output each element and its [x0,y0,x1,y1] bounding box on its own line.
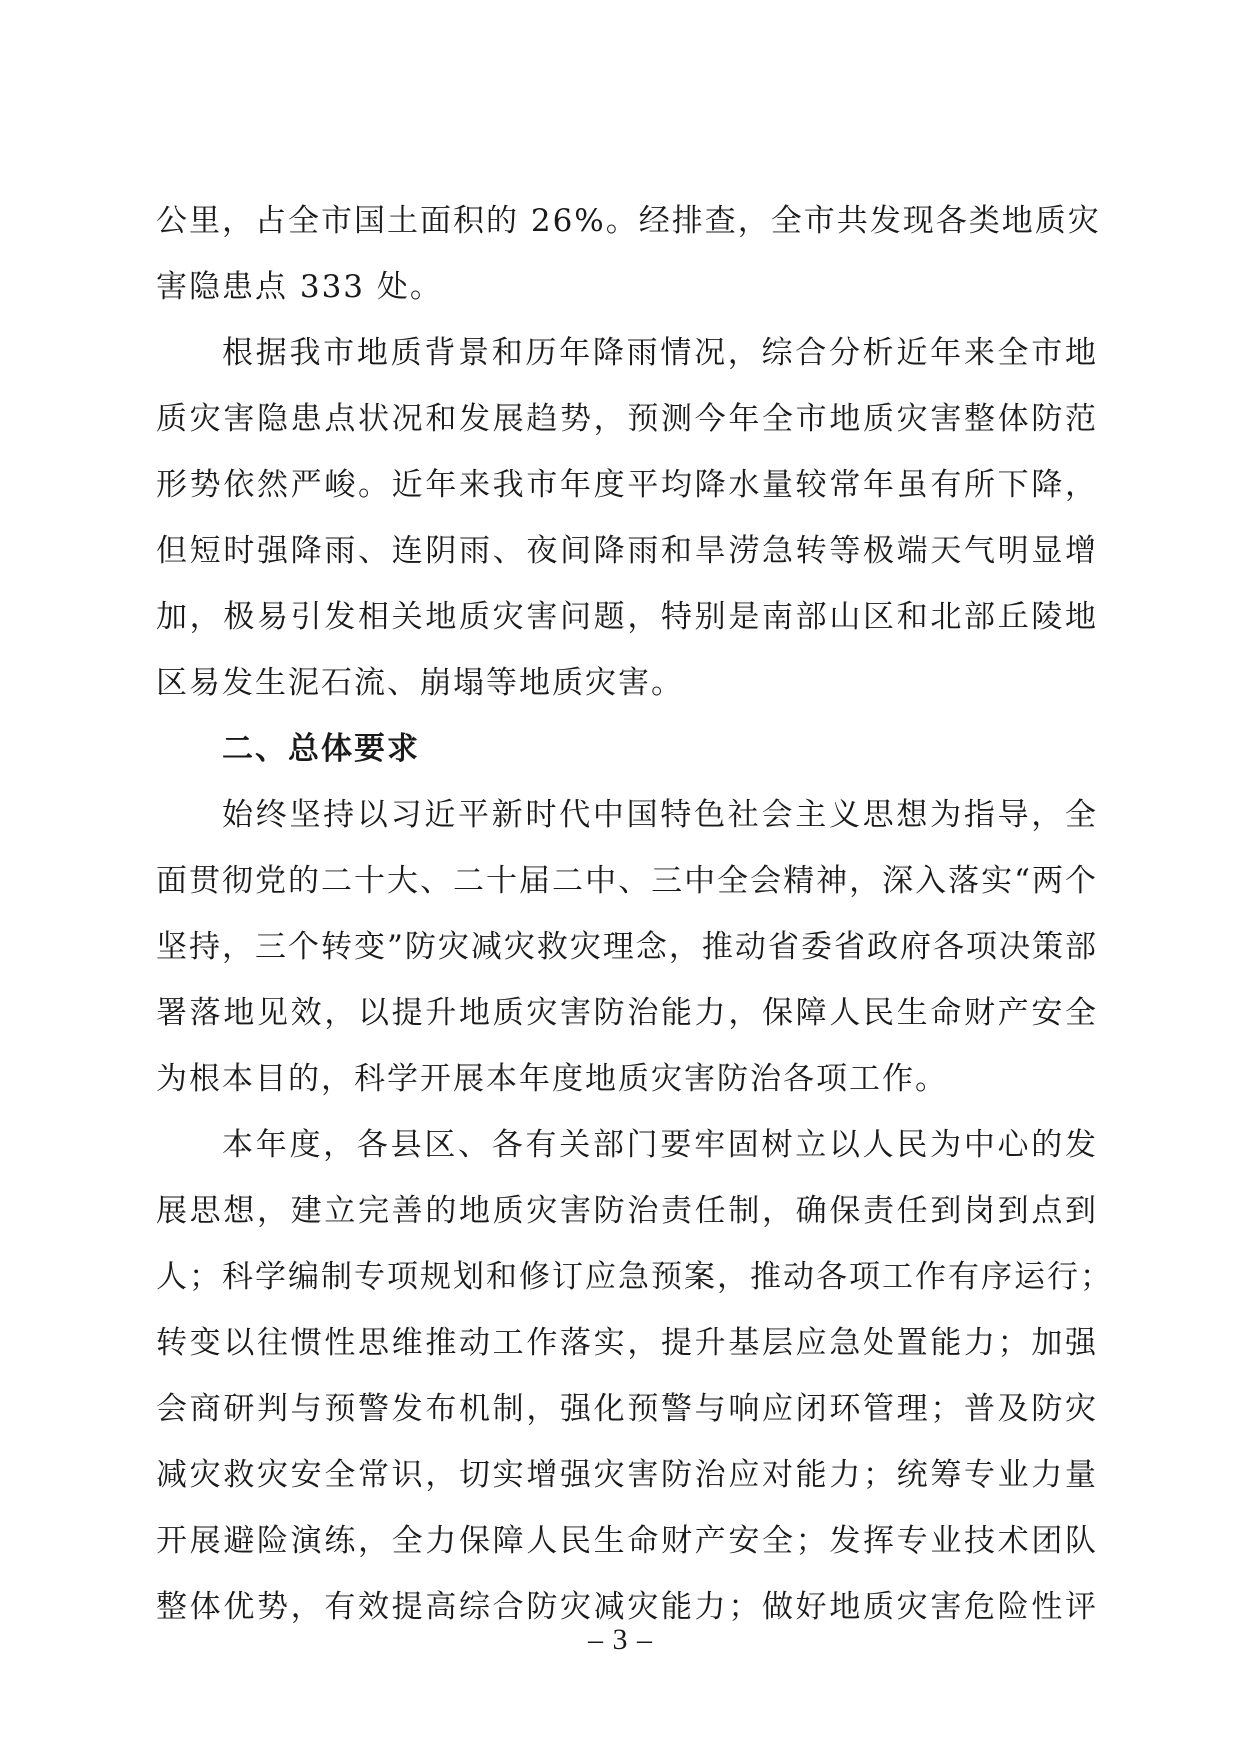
paragraph-line: 转变以往惯性思维推动工作落实，提升基层应急处置能力；加强 [156,1325,1098,1361]
paragraph-line: 整体优势，有效提高综合防灾减灾能力；做好地质灾害危险性评 [156,1589,1098,1625]
paragraph-line: 但短时强降雨、连阴雨、夜间降雨和旱涝急转等极端天气明显增 [156,533,1098,569]
paragraph-line: 形势依然严峻。近年来我市年度平均降水量较常年虽有所下降， [156,467,1098,503]
paragraph-line: 质灾害隐患点状况和发展趋势，预测今年全市地质灾害整体防范 [156,401,1098,437]
paragraph-line: 害隐患点 333 处。 [156,269,443,305]
paragraph-line: 区易发生泥石流、崩塌等地质灾害。 [156,665,684,701]
section-heading: 二、总体要求 [222,731,420,767]
paragraph-line: 人；科学编制专项规划和修订应急预案，推动各项工作有序运行； [156,1259,1113,1295]
paragraph-line: 为根本目的，科学开展本年度地质灾害防治各项工作。 [156,1061,948,1097]
paragraph-line: 会商研判与预警发布机制，强化预警与响应闭环管理；普及防灾 [156,1391,1098,1427]
paragraph-line: 展思想，建立完善的地质灾害防治责任制，确保责任到岗到点到 [156,1193,1098,1229]
paragraph-line: 坚持，三个转变”防灾减灾救灾理念，推动省委省政府各项决策部 [156,929,1098,965]
page-number: – 3 – [588,1623,653,1656]
paragraph-line: 减灾救灾安全常识，切实增强灾害防治应对能力；统筹专业力量 [156,1457,1098,1493]
paragraph-line: 公里，占全市国土面积的 26%。经排查，全市共发现各类地质灾 [156,203,1101,239]
paragraph-line: 加，极易引发相关地质灾害问题，特别是南部山区和北部丘陵地 [156,599,1098,635]
paragraph-line: 始终坚持以习近平新时代中国特色社会主义思想为指导，全 [222,797,1098,833]
paragraph-line: 开展避险演练，全力保障人民生命财产安全；发挥专业技术团队 [156,1523,1098,1559]
paragraph-line: 面贯彻党的二十大、二十届二中、三中全会精神，深入落实“两个 [156,863,1098,899]
paragraph-line: 署落地见效，以提升地质灾害防治能力，保障人民生命财产安全 [156,995,1098,1031]
document-body [156,188,1113,1640]
paragraph-line: 根据我市地质背景和历年降雨情况，综合分析近年来全市地 [222,335,1098,371]
paragraph-line: 本年度，各县区、各有关部门要牢固树立以人民为中心的发 [222,1127,1098,1163]
